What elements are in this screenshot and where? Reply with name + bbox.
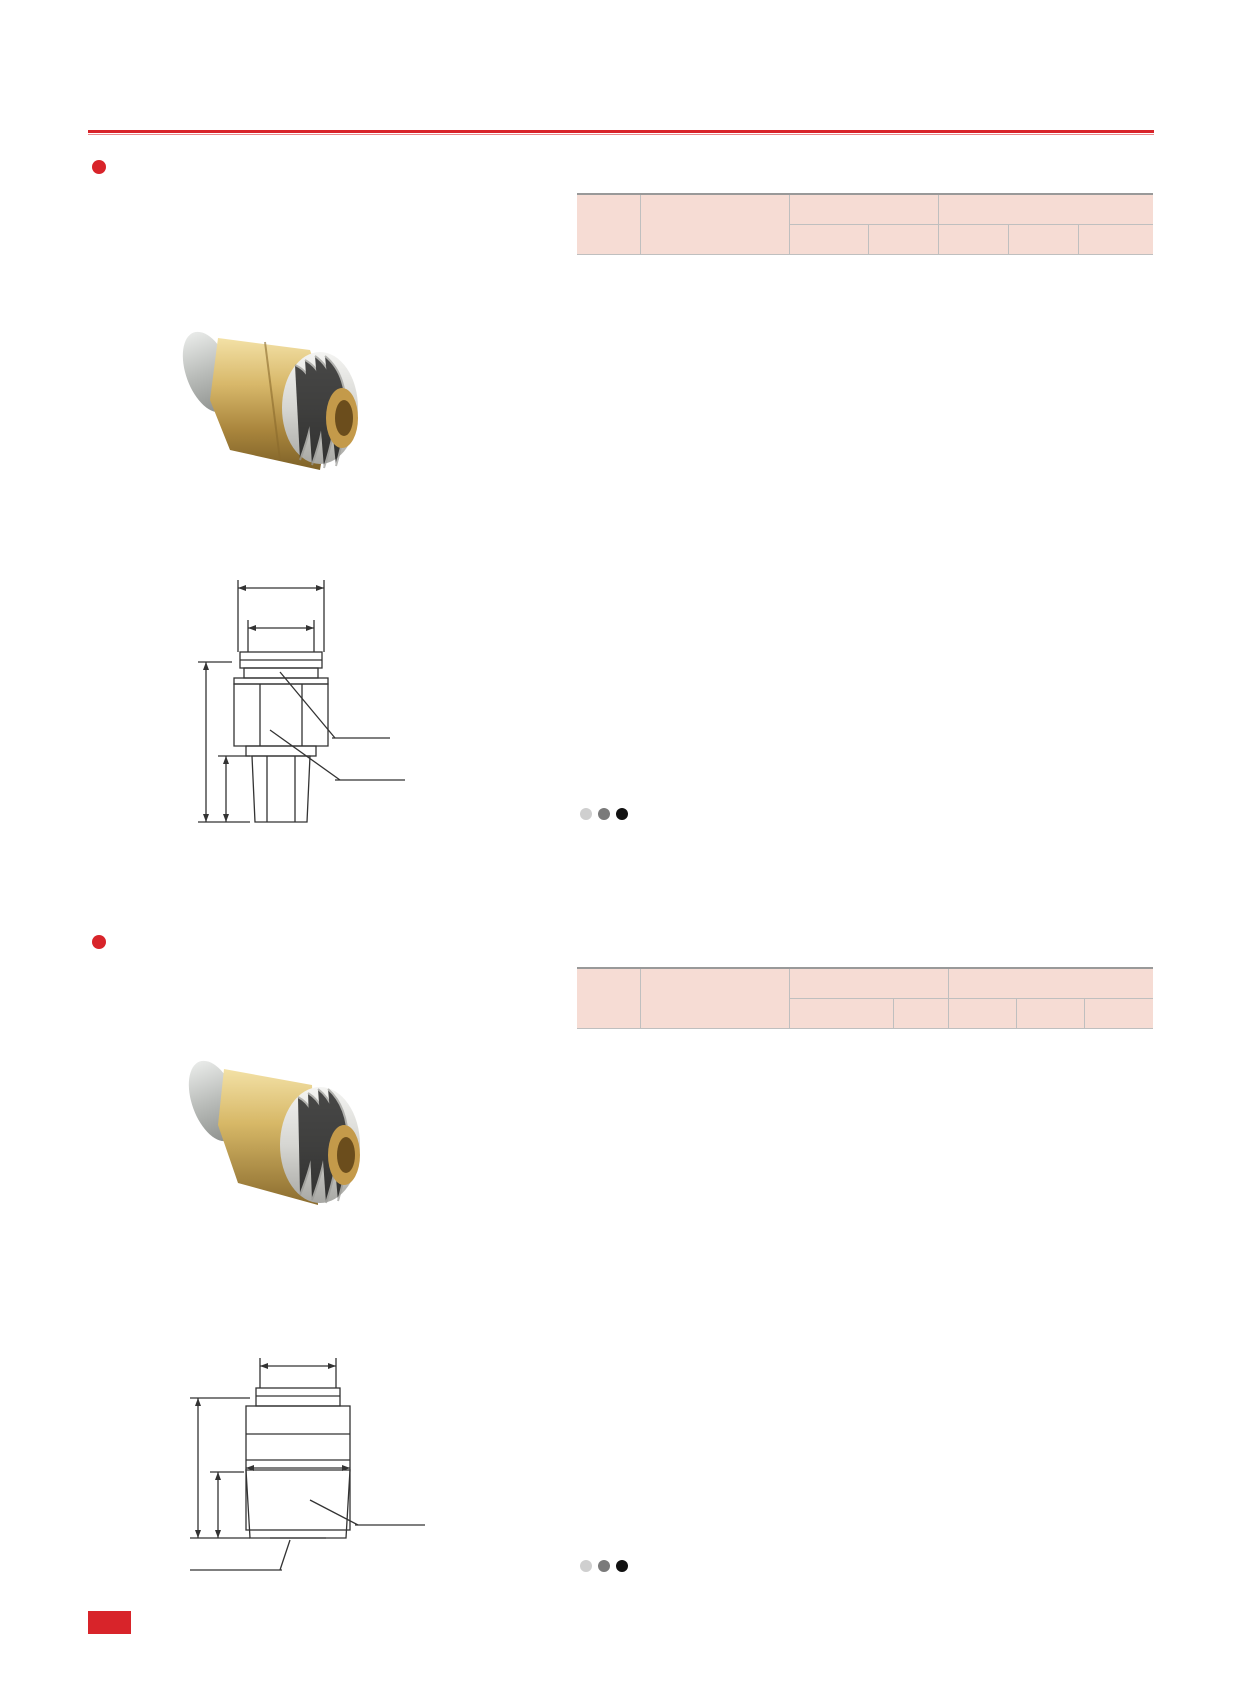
header-l [1016, 998, 1084, 1028]
ring-color-dark-swatch [616, 808, 628, 820]
ring-color-mid-swatch [598, 808, 610, 820]
header-l [938, 224, 1008, 254]
kq2s-color-note [574, 1560, 628, 1572]
header-tube [577, 968, 640, 1028]
kq2h-spec-table [577, 193, 1153, 255]
header-a [868, 224, 938, 254]
header-thread-group [789, 194, 938, 224]
watermark [1124, 1637, 1238, 1679]
kq2s-product-photo [180, 1055, 400, 1235]
kq2s-dimension-diagram [160, 1340, 460, 1600]
header-shape-group [938, 194, 1153, 224]
kq2h-color-note [574, 808, 628, 820]
kq2h-product-photo [170, 320, 390, 500]
ring-color-mid-swatch [598, 1560, 610, 1572]
header-spec [789, 224, 868, 254]
header-tube [577, 194, 640, 254]
header-spec [789, 998, 893, 1028]
section-title-kq2h [92, 160, 116, 174]
section-title-kq2s [92, 935, 116, 949]
header-s [948, 998, 1016, 1028]
header-thread-group [789, 968, 948, 998]
header-a [893, 998, 948, 1028]
ring-color-light-swatch [580, 808, 592, 820]
header-shape-group [948, 968, 1153, 998]
ring-color-dark-swatch [616, 1560, 628, 1572]
bullet-icon [92, 160, 106, 174]
header-phi [1078, 224, 1153, 254]
kq2h-dimension-diagram [170, 560, 440, 840]
header-model [640, 194, 789, 254]
ring-color-light-swatch [580, 1560, 592, 1572]
header-model [640, 968, 789, 1028]
page-number [88, 1611, 131, 1634]
header-phi [1084, 998, 1153, 1028]
header-divider [88, 130, 1154, 133]
header-h [1008, 224, 1078, 254]
header-divider-thin [88, 134, 1154, 135]
kq2s-spec-table [577, 967, 1153, 1029]
bullet-icon [92, 935, 106, 949]
